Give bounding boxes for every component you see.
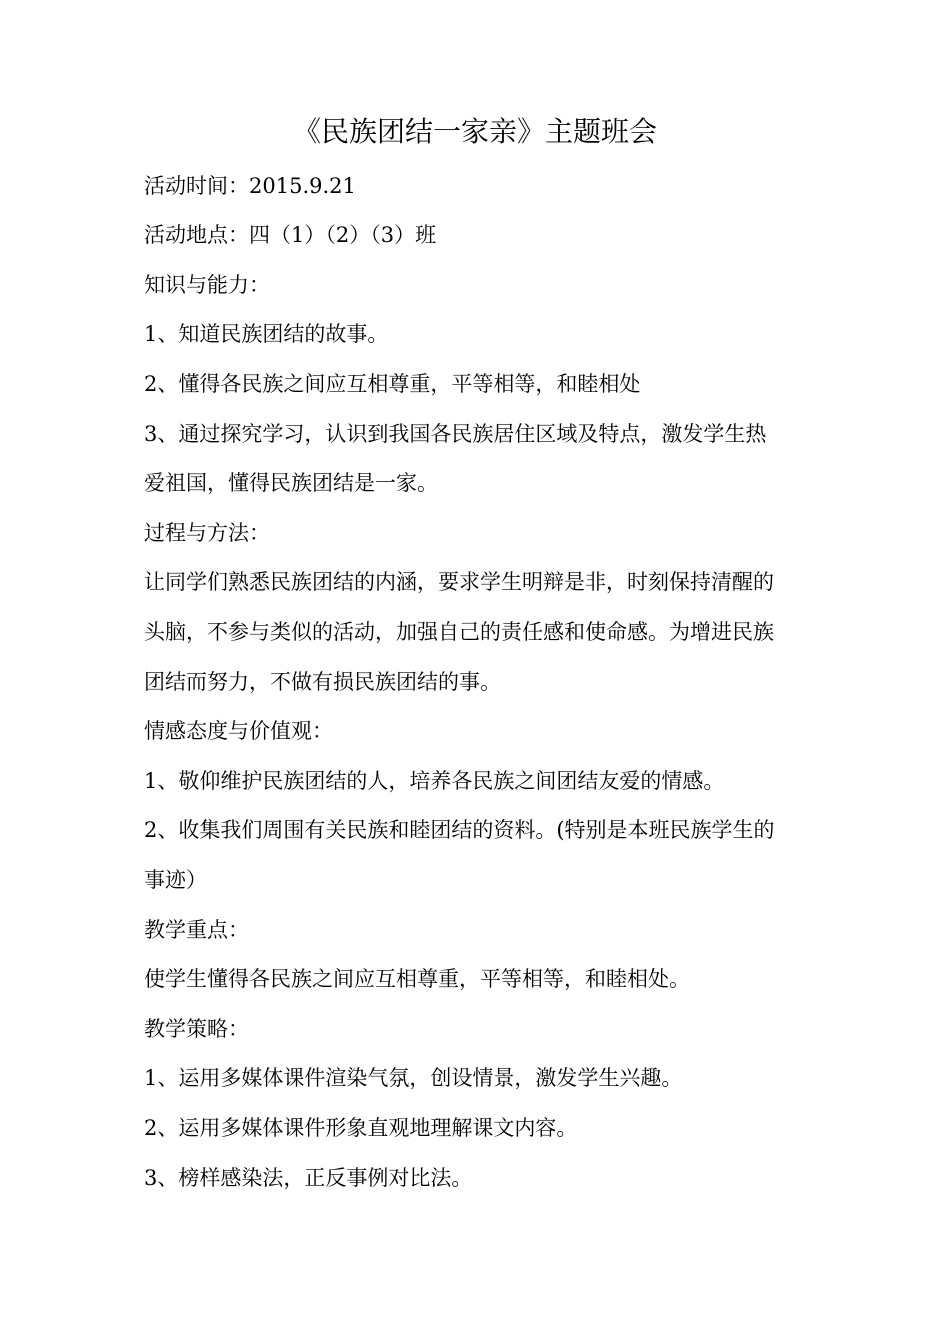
section-heading-key-points: 教学重点：: [144, 918, 249, 942]
section-heading-values: 情感态度与价值观：: [144, 719, 333, 743]
knowledge-item-2: 2、懂得各民族之间应互相尊重，平等相等，和睦相处: [144, 372, 641, 396]
process-paragraph-line-1: 让同学们熟悉民族团结的内涵，要求学生明辩是非，时刻保持清醒的: [144, 570, 774, 594]
strategy-item-2: 2、运用多媒体课件形象直观地理解课文内容。: [144, 1116, 578, 1140]
activity-time-line: 活动时间：2015.9.21: [144, 174, 356, 198]
values-item-2: 2、收集我们周围有关民族和睦团结的资料。(特别是本班民族学生的: [144, 818, 775, 842]
section-heading-strategy: 教学策略：: [144, 1017, 249, 1041]
activity-location-line: 活动地点：四（1）（2）（3）班: [144, 223, 437, 247]
strategy-item-3: 3、榜样感染法，正反事例对比法。: [144, 1166, 473, 1190]
knowledge-item-3-continued: 爱祖国，懂得民族团结是一家。: [144, 471, 438, 495]
process-paragraph-line-2: 头脑，不参与类似的活动，加强自己的责任感和使命感。为增进民族: [144, 620, 774, 644]
section-heading-process: 过程与方法：: [144, 521, 270, 545]
knowledge-item-3: 3、通过探究学习，认识到我国各民族居住区域及特点，激发学生热: [144, 422, 767, 446]
key-points-text: 使学生懂得各民族之间应互相尊重，平等相等，和睦相处。: [144, 967, 690, 991]
values-item-2-continued: 事迹）: [144, 868, 207, 892]
document-title: 《民族团结一家亲》主题班会: [292, 115, 657, 148]
process-paragraph-line-3: 团结而努力，不做有损民族团结的事。: [144, 670, 501, 694]
knowledge-item-1: 1、知道民族团结的故事。: [144, 322, 389, 346]
values-item-1: 1、敬仰维护民族团结的人，培养各民族之间团结友爱的情感。: [144, 769, 725, 793]
strategy-item-1: 1、运用多媒体课件渲染气氛，创设情景，激发学生兴趣。: [144, 1066, 683, 1090]
section-heading-knowledge: 知识与能力：: [144, 273, 270, 297]
